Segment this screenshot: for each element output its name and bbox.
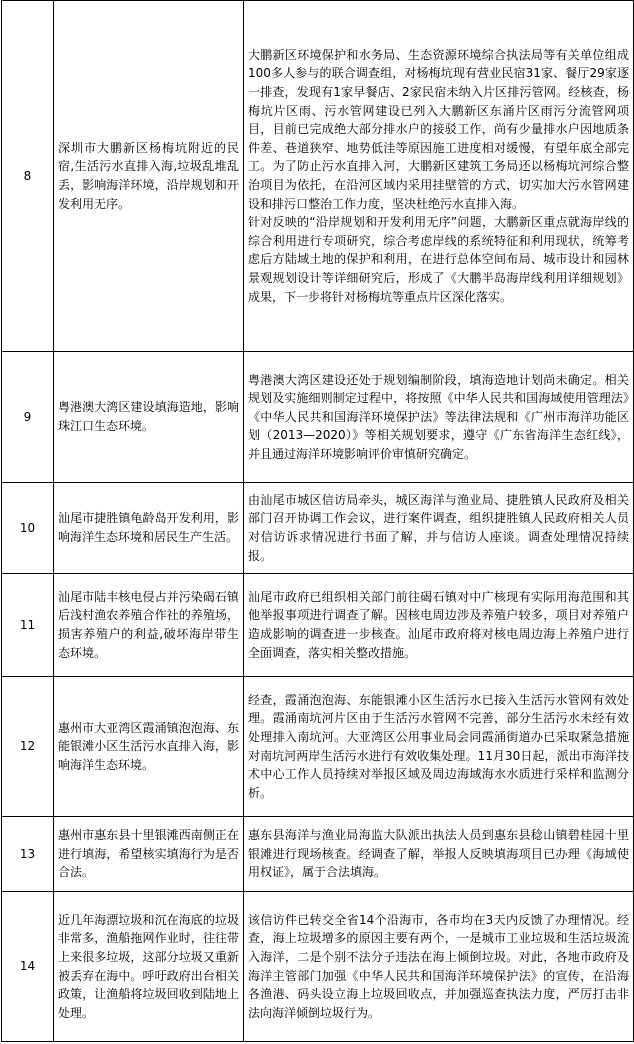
handling-result (244, 677, 634, 817)
reported-issue: 汕尾市捷胜镇龟龄岛开发利用，影响海洋生态环境和居民生产生活。 (54, 483, 244, 574)
handling-result (244, 817, 634, 892)
reported-issue: 惠州市大亚湾区霞涌镇泡泡海、东能银滩小区生活污水直排入海，影响海洋生态环境。 (54, 677, 244, 817)
result-paragraph: 针对反映的“沿岸规划和开发利用无序”问题，大鹏新区重点就海岸线的综合利用进行专项研究，综合考虑岸线的系统特征和利用现状，统筹考虑后方陆域土地的保护和利用，在进行总体空间布局、城市设计和园林景观规划设计等详细研究后，形成了《大鹏半岛海岸线利用详细规划》成果，下一步将针对杨梅坑等重点片区深化落实。 (248, 215, 629, 304)
row-number: 13 (2, 817, 54, 892)
result-paragraph: 惠东县海洋与渔业局海监大队派出执法人员到惠东县稔山镇碧桂园十里银滩进行现场核查。经调查了解，举报人反映填海项目已办理《海域使用权证》，属于合法填海。 (248, 828, 629, 880)
row-number: 10 (2, 483, 54, 574)
result-paragraph: 粤港澳大湾区建设还处于规划编制阶段，填海造地计划尚未确定。相关规划及实施细则制定过程中，将按照《中华人民共和国海域使用管理法》《中华人民共和国海洋环境保护法》等法律法规和《广州市海洋功能区划（2013—2020）》等相关规划要求，遵守《广东省海洋生态红线》，并且通过海洋环境影响评价审慎研究确定。 (248, 372, 629, 461)
row-number: 14 (2, 892, 54, 1042)
reported-issue: 深圳市大鹏新区杨梅坑附近的民宿,生活污水直排入海,垃圾乱堆乱丢，影响海洋环境，沿岸规划和开发利用无序。 (54, 1, 244, 352)
table-row (2, 352, 634, 483)
reported-issue: 惠州市惠东县十里银滩西南侧正在进行填海，希望核实填海行为是否合法。 (54, 817, 244, 892)
table-row (2, 892, 634, 1042)
table-row (2, 817, 634, 892)
result-paragraph: 经查，霞涌泡泡海、东能银滩小区生活污水已接入生活污水管网有效处理。霞涌南坑河片区由于生活污水管网不完善，部分生活污水未经有效处理排入南坑河。大亚湾区公用事业局会同霞涌街道办已采取紧急措施对南坑河两岸生活污水进行有效收集处理。11月30日起，派出市海洋技术中心工作人员持续对举报区域及周边海域海水水质进行采样和监测分析。 (248, 692, 629, 800)
reported-issue: 粤港澳大湾区建设填海造地，影响珠江口生态环境。 (54, 352, 244, 483)
handling-result (244, 483, 634, 574)
table-row (2, 1, 634, 352)
row-number: 9 (2, 352, 54, 483)
row-number: 11 (2, 574, 54, 677)
result-paragraph: 由汕尾市城区信访局牵头，城区海洋与渔业局、捷胜镇人民政府及相关部门召开协调工作会议，进行案件调查，组织捷胜镇人民政府相关人员对信访诉求情况进行书面了解，并与信访人座谈。调查处理情况持续报。 (248, 492, 629, 563)
handling-result (244, 1, 634, 352)
result-paragraph: 汕尾市政府已组织相关部门前往碣石镇对中广核现有实际用海范围和其他举报事项进行调查了解。因核电周边涉及养殖户较多，项目对养殖户造成影响的调查进一步核查。汕尾市政府将对核电周边海上养殖户进行全面调查，落实相关整改措施。 (248, 589, 629, 660)
table-row (2, 677, 634, 817)
row-number: 12 (2, 677, 54, 817)
handling-result (244, 352, 634, 483)
complaints-table (1, 0, 634, 1042)
handling-result (244, 892, 634, 1042)
table-row (2, 483, 634, 574)
row-number: 8 (2, 1, 54, 352)
result-paragraph: 该信访件已转交全省14个沿海市，各市均在3天内反馈了办理情况。经查，海上垃圾增多的原因主要有两个，一是城市工业垃圾和生活垃圾流入海洋，二是个别不法分子违法在海上倾倒垃圾。对此，各地市政府及海洋主管部门加强《中华人民共和国海洋环境保护法》的宣传，在沿海各渔港、码头设立海上垃圾回收点，并加强巡查执法力度，严厉打击非法向海洋倾倒垃圾行为。 (248, 912, 629, 1020)
reported-issue: 汕尾市陆丰核电侵占并污染碣石镇后浅村渔农养殖合作社的养殖场，损害养殖户的利益,破坏海岸带生态环境。 (54, 574, 244, 677)
reported-issue: 近几年海漂垃圾和沉在海底的垃圾非常多，渔船拖网作业时，往往带上来很多垃圾，这部分垃圾又重新被丢弃在海中。呼吁政府出台相关政策，让渔船将垃圾回收到陆地上处理。 (54, 892, 244, 1042)
handling-result (244, 574, 634, 677)
result-paragraph: 大鹏新区环境保护和水务局、生态资源环境综合执法局等有关单位组成100多人参与的联合调查组，对杨梅坑现有营业民宿31家、餐厅29家逐一排查，发现有1家早餐店、2家民宿未纳入片区排污管网。经核查，杨梅坑片区雨、污水管网建设已列入大鹏新区东涌片区雨污分流管网项目，目前已完成绝大部分排水户的接驳工作，尚有少量排水户因地质条件差、巷道狭窄、地势低洼等原因施工进度相对缓慢，有望年底全部完工。为了防止污水直排入河，大鹏新区建筑工务局还以杨梅坑河综合整治项目为依托，在沿河区域内采用挂壁管的方式，切实加大污水管网建设和排污口整治工作力度，坚决杜绝污水直排入海。 (248, 47, 629, 211)
table-row (2, 574, 634, 677)
